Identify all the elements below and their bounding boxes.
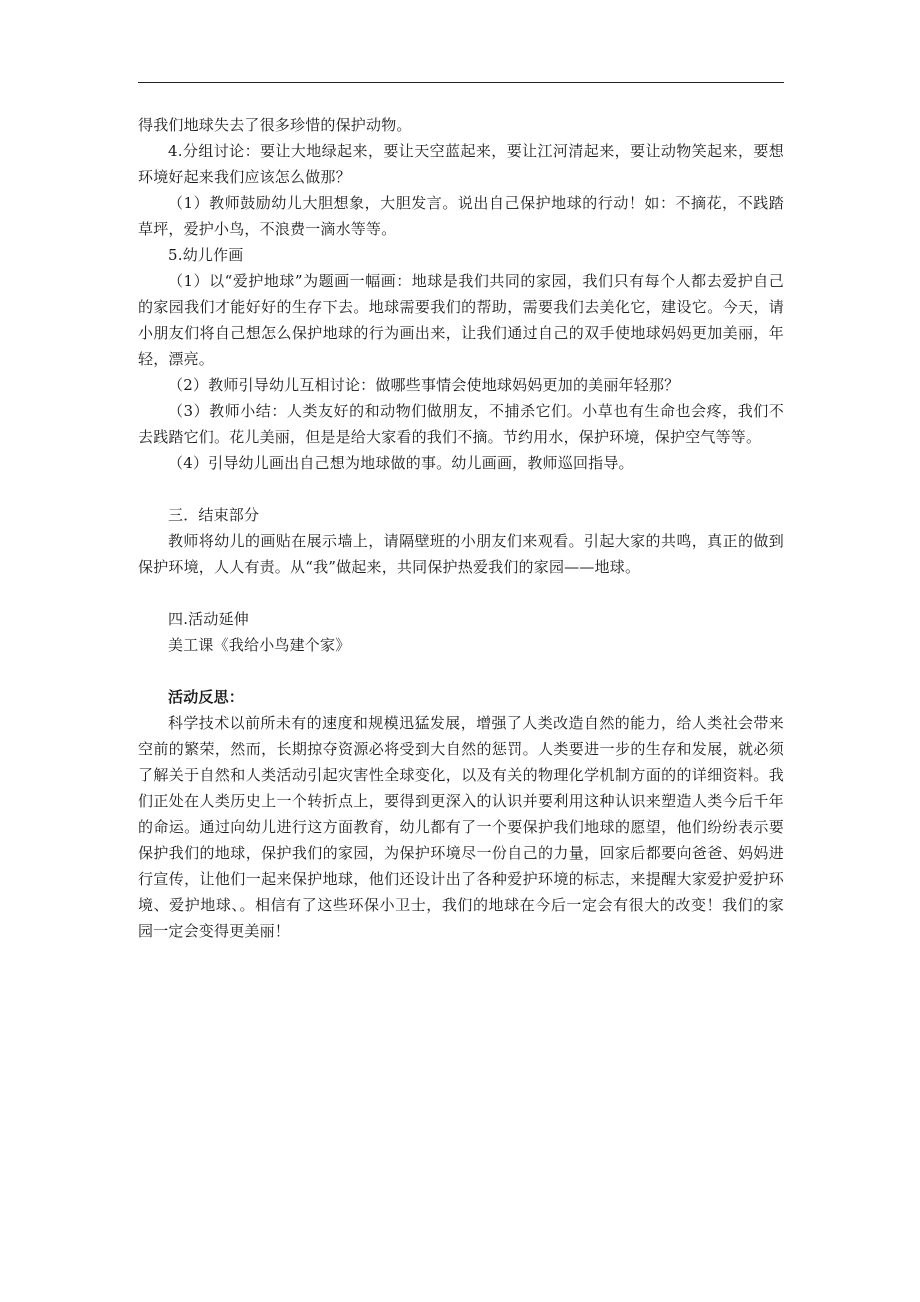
section-heading-closing: 三．结束部分 <box>168 506 260 524</box>
paragraph-extension: 美工课《我给小鸟建个家》 <box>168 636 351 654</box>
paragraph-drawing-theme: （1）以“爱护地球”为题画一幅画：地球是我们共同的家园，我们只有每个人都去爱护自己的家园我们才能好好的生存下去。地球需要我们的帮助，需要我们去美化它，建设它。今天，请小朋友们将自己想怎么保护地球的行为画出来，让我们通过自己的双手使地球妈妈更加美丽，年轻，漂亮。 <box>138 272 784 368</box>
paragraph-reflection: 科学技术以前所未有的速度和规模迅猛发展，增强了人类改造自然的能力，给人类社会带来空前的繁荣，然而，长期掠夺资源必将受到大自然的惩罚。人类要进一步的生存和发展，就必须了解关于自然和人类活动引起灾害性全球变化，以及有关的物理化学机制方面的的详细资料。我们正处在人类历史上一个转折点上，要得到更深入的认识并要利用这种认识来塑造人类今后千年的命运。通过向幼儿进行这方面教育，幼儿都有了一个要保护我们地球的愿望，他们纷纷表示要保护我们的地球，保护我们的家园，为保护环境尽一份自己的力量，回家后都要向爸爸、妈妈进行宣传，让他们一起来保护地球，他们还设计出了各种爱护环境的标志，来提醒大家爱护爱护环境、爱护地球、。相信有了这些环保小卫士，我们的地球在今后一定会有很大的改变！我们的家园一定会变得更美丽！ <box>138 714 784 940</box>
paragraph-group-discussion: 4.分组讨论：要让大地绿起来，要让天空蓝起来，要让江河清起来，要让动物笑起来，要想环境好起来我们应该怎么做那？ <box>138 142 784 186</box>
document-body <box>138 112 784 944</box>
paragraph-closing: 教师将幼儿的画贴在展示墙上，请隔壁班的小朋友们来观看。引起大家的共鸣，真正的做到保护环境，人人有责。从“我”做起来，共同保护热爱我们的家园——地球。 <box>138 532 784 576</box>
paragraph-drawing-heading: 5.幼儿作画 <box>168 246 244 264</box>
header-rule <box>138 82 784 83</box>
section-heading-reflection: 活动反思： <box>168 688 245 706</box>
paragraph-teacher-guide: （2）教师引导幼儿互相讨论：做哪些事情会使地球妈妈更加的美丽年轻那？ <box>168 376 680 394</box>
paragraph-drawing-instruction: （4）引导幼儿画出自己想为地球做的事。幼儿画画，教师巡回指导。 <box>168 454 634 472</box>
paragraph-teacher-summary: （3）教师小结：人类友好的和动物们做朋友，不捕杀它们。小草也有生命也会疼，我们不去践踏它们。花儿美丽，但是是给大家看的我们不摘。节约用水，保护环境，保护空气等等。 <box>138 402 784 446</box>
paragraph-teacher-encourage: （1）教师鼓励幼儿大胆想象，大胆发言。说出自己保护地球的行动！如：不摘花，不践踏草坪，爱护小鸟，不浪费一滴水等等。 <box>138 194 784 238</box>
paragraph-continuation: 得我们地球失去了很多珍惜的保护动物。 <box>138 116 412 134</box>
section-heading-extension: 四.活动延伸 <box>168 610 249 628</box>
